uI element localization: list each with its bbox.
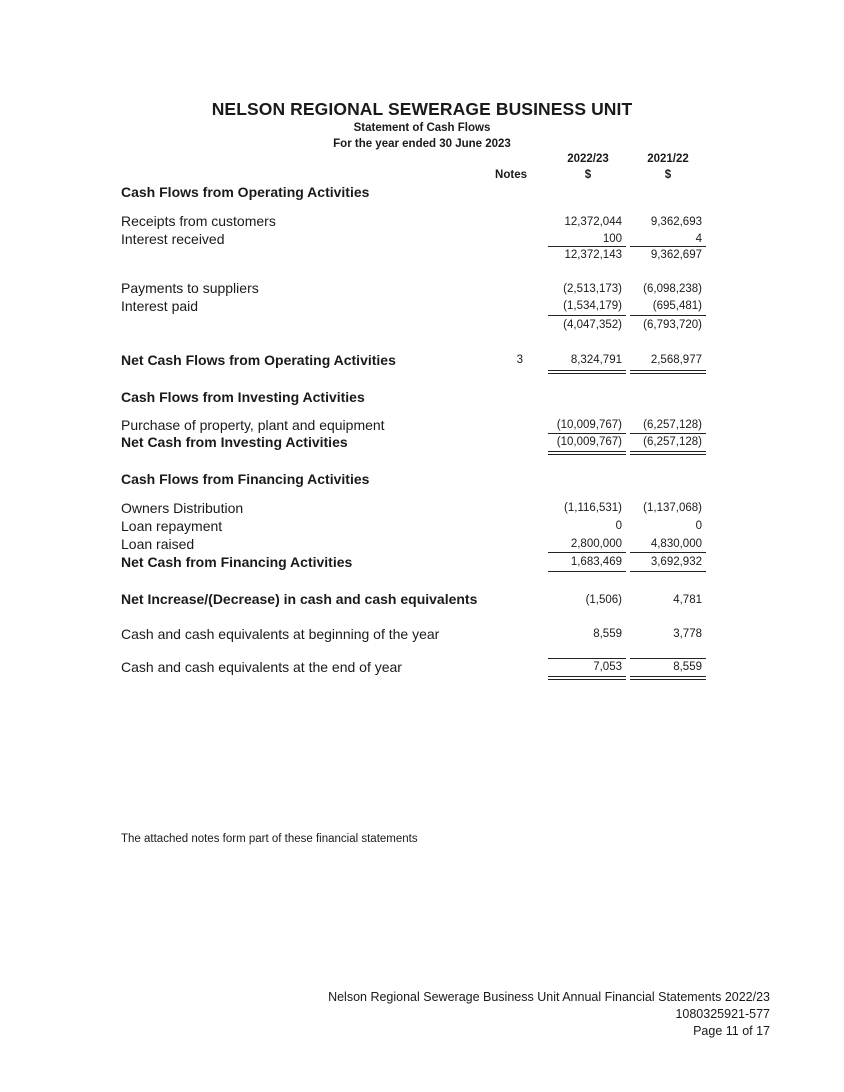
footer-document-id: 1080325921-577: [675, 1007, 770, 1021]
subtotal-current: 12,372,143: [564, 249, 622, 261]
column-year-prior: 2021/22: [647, 153, 689, 165]
row-value-current: 100: [602, 233, 622, 245]
row-label: Interest received: [121, 231, 225, 247]
net-investing-current: (10,009,767): [556, 436, 622, 448]
closing-cash-label: Cash and cash equivalents at the end of year: [121, 659, 402, 675]
net-investing-label: Net Cash from Investing Activities: [121, 434, 348, 450]
double-underline: [548, 370, 626, 371]
underline: [630, 433, 706, 434]
row-value-prior: 9,362,693: [650, 216, 702, 228]
opening-cash-current: 8,559: [593, 628, 622, 640]
net-investing-prior: (6,257,128): [643, 436, 702, 448]
double-underline: [548, 451, 626, 452]
net-operating-prior: 2,568,977: [650, 354, 702, 366]
double-underline: [548, 454, 626, 455]
double-underline: [548, 679, 626, 680]
double-underline: [548, 676, 626, 677]
subtotal-current: (4,047,352): [563, 319, 622, 331]
opening-cash-prior: 3,778: [673, 628, 702, 640]
double-underline: [630, 679, 706, 680]
row-value-prior: (6,257,128): [643, 419, 702, 431]
row-value-current: (1,116,531): [564, 502, 622, 514]
note-reference: 3: [516, 354, 523, 366]
underline: [548, 571, 626, 572]
closing-cash-prior: 8,559: [673, 661, 702, 673]
row-value-prior: (695,481): [652, 300, 702, 312]
statement-period: For the year ended 30 June 2023: [333, 138, 511, 150]
double-underline: [630, 373, 706, 374]
double-underline: [548, 373, 626, 374]
net-operating-label: Net Cash Flows from Operating Activities: [121, 352, 396, 368]
double-underline: [630, 676, 706, 677]
column-notes: Notes: [495, 169, 527, 181]
column-unit-prior: $: [664, 169, 672, 181]
net-change-prior: 4,781: [673, 594, 702, 606]
row-value-current: 12,372,044: [564, 216, 622, 228]
row-value-prior: 4,830,000: [650, 538, 702, 550]
double-underline: [630, 451, 706, 452]
underline: [630, 246, 706, 247]
operating-heading: Cash Flows from Operating Activities: [121, 184, 370, 200]
row-label: Payments to suppliers: [121, 280, 259, 296]
underline: [548, 433, 626, 434]
row-value-current: (1,534,179): [563, 300, 622, 312]
page-title: NELSON REGIONAL SEWERAGE BUSINESS UNIT: [211, 99, 633, 119]
row-label: Interest paid: [121, 298, 199, 314]
double-underline: [630, 454, 706, 455]
underline: [630, 571, 706, 572]
row-label: Loan raised: [121, 536, 195, 552]
footnote: The attached notes form part of these financial statements: [121, 833, 418, 845]
footer-page-number: Page 11 of 17: [693, 1024, 770, 1038]
row-value-prior: 0: [695, 520, 702, 532]
row-value-prior: (6,098,238): [643, 283, 702, 295]
row-value-current: 0: [615, 520, 622, 532]
row-label: Receipts from customers: [121, 213, 276, 229]
row-value-current: 2,800,000: [570, 538, 622, 550]
net-operating-current: 8,324,791: [570, 354, 622, 366]
row-label: Loan repayment: [121, 518, 223, 534]
net-financing-prior: 3,692,932: [650, 556, 702, 568]
double-underline: [630, 370, 706, 371]
row-label: Owners Distribution: [121, 500, 244, 516]
opening-cash-label: Cash and cash equivalents at beginning of the year: [121, 626, 440, 642]
column-year-current: 2022/23: [567, 153, 609, 165]
net-financing-current: 1,683,469: [570, 556, 622, 568]
underline: [630, 658, 706, 659]
net-financing-label: Net Cash from Financing Activities: [121, 554, 353, 570]
subtotal-prior: 9,362,697: [650, 249, 702, 261]
underline: [630, 552, 706, 553]
underline: [548, 246, 626, 247]
underline: [548, 552, 626, 553]
subtotal-prior: (6,793,720): [643, 319, 702, 331]
underline: [630, 315, 706, 316]
column-unit-current: $: [584, 169, 592, 181]
closing-cash-current: 7,053: [593, 661, 622, 673]
footer-document-title: Nelson Regional Sewerage Business Unit Annual Financial Statements 2022/23: [328, 990, 770, 1004]
row-label: Purchase of property, plant and equipment: [121, 417, 385, 433]
underline: [548, 315, 626, 316]
statement-subtitle: Statement of Cash Flows: [353, 122, 491, 134]
row-value-current: (2,513,173): [563, 283, 622, 295]
underline: [548, 658, 626, 659]
net-change-current: (1,506): [585, 594, 622, 606]
net-change-label: Net Increase/(Decrease) in cash and cash equivalents: [121, 591, 478, 607]
investing-heading: Cash Flows from Investing Activities: [121, 389, 365, 405]
financing-heading: Cash Flows from Financing Activities: [121, 471, 370, 487]
row-value-prior: 4: [695, 233, 702, 245]
row-value-prior: (1,137,068): [643, 502, 702, 514]
row-value-current: (10,009,767): [556, 419, 622, 431]
